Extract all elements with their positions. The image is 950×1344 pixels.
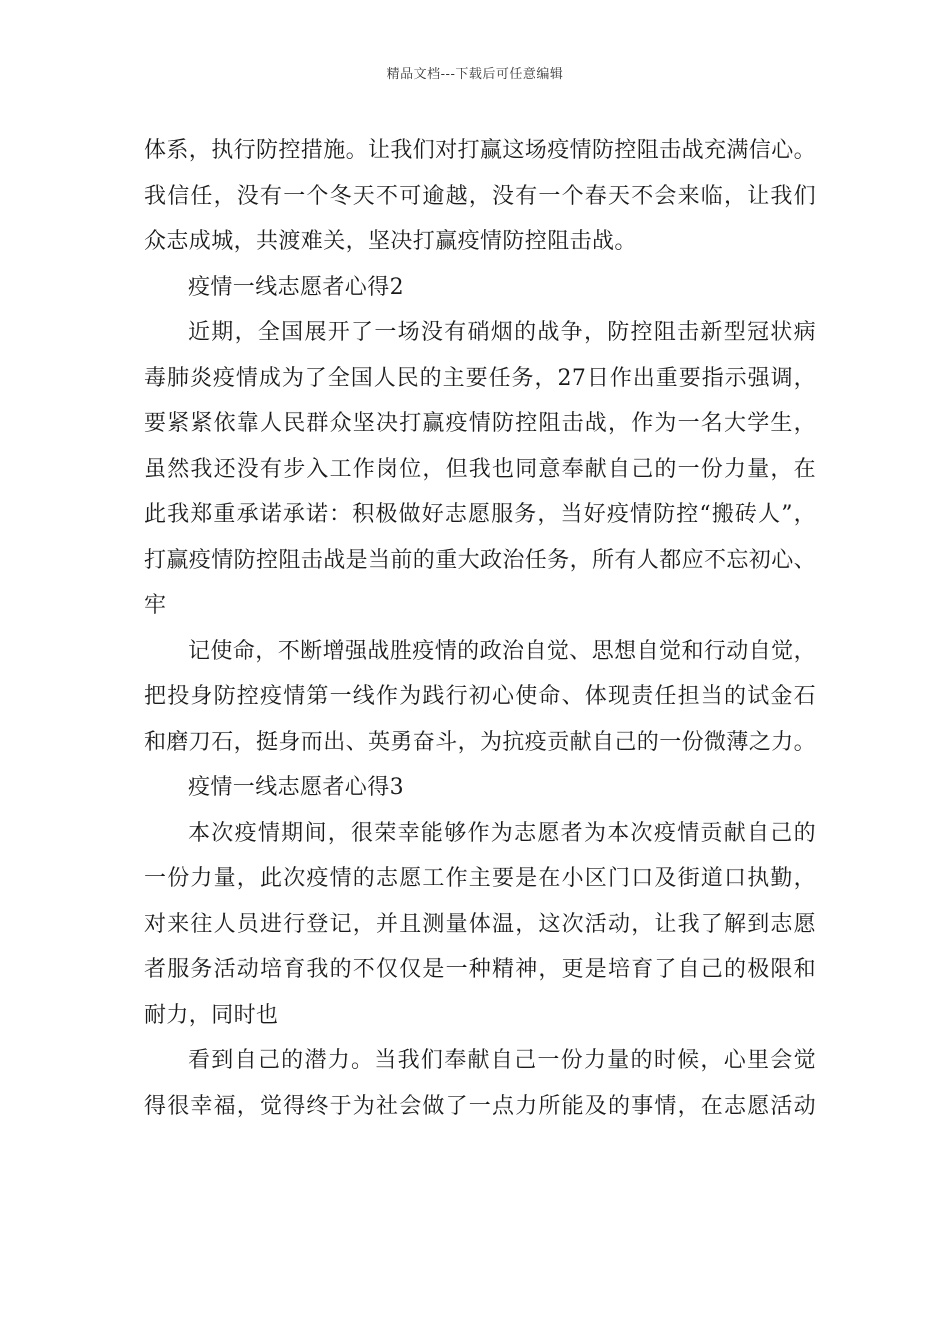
text-line: 疫情一线志愿者心得2 (188, 274, 404, 300)
text-line: 牢 (144, 593, 167, 618)
text-line: 毒肺炎疫情成为了全国人民的主要任务，27日作出重要指示强调， (144, 365, 816, 391)
text-line: 虽然我还没有步入工作岗位，但我也同意奉献自己的一份力量，在 (144, 456, 816, 482)
text-line: 看到自己的潜力。当我们奉献自己一份力量的时候，心里会觉 (188, 1048, 816, 1073)
text-line: 此我郑重承诺承诺：积极做好志愿服务，当好疫情防控“搬砖人”， (144, 502, 816, 527)
text-line: 对来往人员进行登记，并且测量体温，这次活动，让我了解到志愿 (144, 911, 816, 937)
text-line: 本次疫情期间，很荣幸能够作为志愿者为本次疫情贡献自己的 (188, 820, 816, 846)
text-line: 众志成城，共渡难关，坚决打赢疫情防控阻击战。 (144, 229, 637, 254)
page-header: 精品文档---下载后可任意编辑 (386, 67, 564, 82)
text-line: 把投身防控疫情第一线作为践行初心使命、体现责任担当的试金石 (144, 684, 816, 709)
text-line: 打赢疫情防控阻击战是当前的重大政治任务，所有人都应不忘初心、 (144, 547, 816, 573)
text-line: 记使命，不断增强战胜疫情的政治自觉、思想自觉和行动自觉， (188, 638, 816, 664)
text-line: 一份力量，此次疫情的志愿工作主要是在小区门口及街道口执勤， (144, 866, 816, 891)
document-body (144, 128, 816, 1129)
text-line: 疫情一线志愿者心得3 (188, 775, 404, 800)
text-line: 要紧紧依靠人民群众坚决打赢疫情防控阻击战，作为一名大学生， (144, 411, 816, 436)
text-line: 体系，执行防控措施。让我们对打赢这场疫情防控阻击战充满信心。 (144, 138, 816, 163)
text-line: 者服务活动培育我的不仅仅是一种精神，更是培育了自己的极限和 (144, 957, 816, 982)
text-line: 得很幸福，觉得终于为社会做了一点力所能及的事情，在志愿活动 (144, 1093, 816, 1119)
text-line: 我信任，没有一个冬天不可逾越，没有一个春天不会来临，让我们 (144, 183, 816, 209)
text-line: 耐力，同时也 (144, 1002, 279, 1028)
text-line: 和磨刀石，挺身而出、英勇奋斗，为抗疫贡献自己的一份微薄之力。 (144, 729, 816, 755)
text-line: 近期，全国展开了一场没有硝烟的战争，防控阻击新型冠状病 (188, 320, 816, 345)
